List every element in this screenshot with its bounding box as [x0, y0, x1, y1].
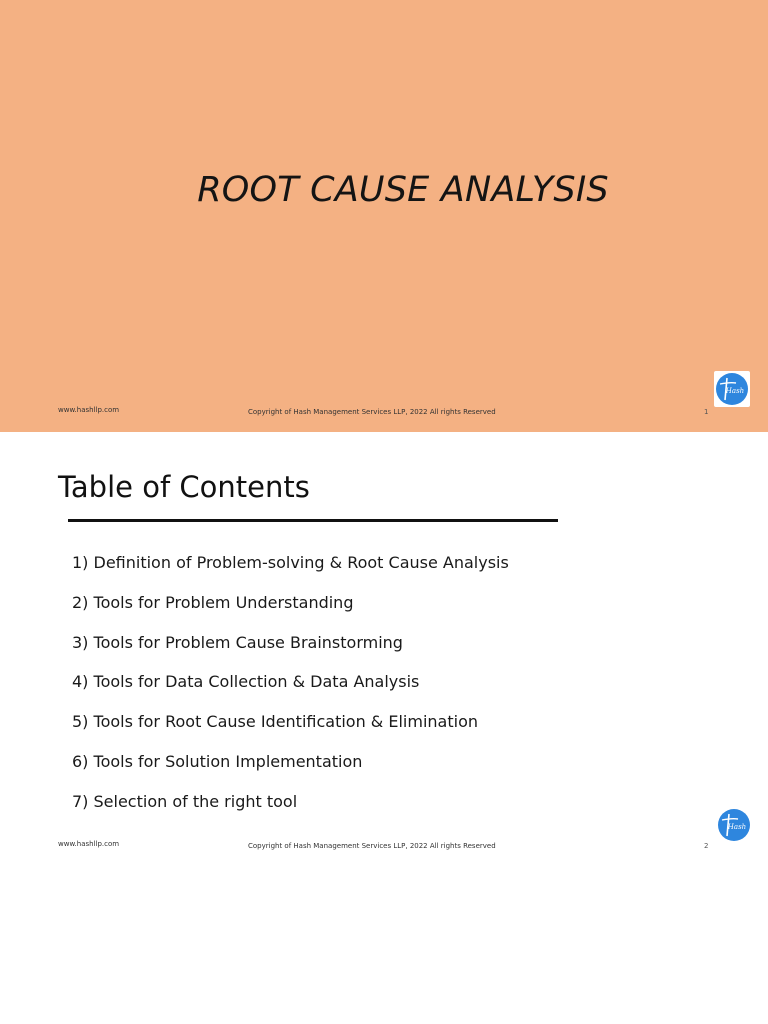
toc-item: 4) Tools for Data Collection & Data Analysis — [72, 672, 420, 692]
slide-number: 2 — [704, 842, 709, 850]
hash-logo-icon — [714, 371, 750, 407]
slide-title: Table of Contents — [58, 470, 310, 504]
footer-url: www.hashllp.com — [58, 840, 120, 848]
slide-1 — [0, 0, 768, 432]
footer-copyright: Copyright of Hash Management Services LLP, 2022 All rights Reserved — [248, 408, 496, 416]
slide-number: 1 — [704, 408, 709, 416]
toc-list — [72, 552, 509, 831]
footer-url: www.hashllp.com — [58, 406, 120, 414]
toc-item: 1) Definition of Problem-solving & Root Cause Analysis — [72, 553, 509, 572]
toc-item: 2) Tools for Problem Understanding — [72, 592, 354, 612]
hash-logo-icon — [717, 808, 751, 842]
title-underline — [68, 519, 558, 522]
toc-item: 5) Tools for Root Cause Identification & Elimination — [72, 712, 478, 732]
toc-item: 6) Tools for Solution Implementation — [72, 751, 363, 771]
svg-text:Hash: Hash — [727, 823, 747, 831]
slide-2 — [0, 432, 768, 864]
toc-item: 7) Selection of the right tool — [72, 791, 298, 811]
footer-copyright: Copyright of Hash Management Services LLP, 2022 All rights Reserved — [248, 842, 496, 850]
slide-title: ROOT CAUSE ANALYSIS — [197, 170, 609, 210]
toc-item: 3) Tools for Problem Cause Brainstorming — [72, 632, 403, 652]
svg-text:Hash: Hash — [725, 387, 745, 395]
